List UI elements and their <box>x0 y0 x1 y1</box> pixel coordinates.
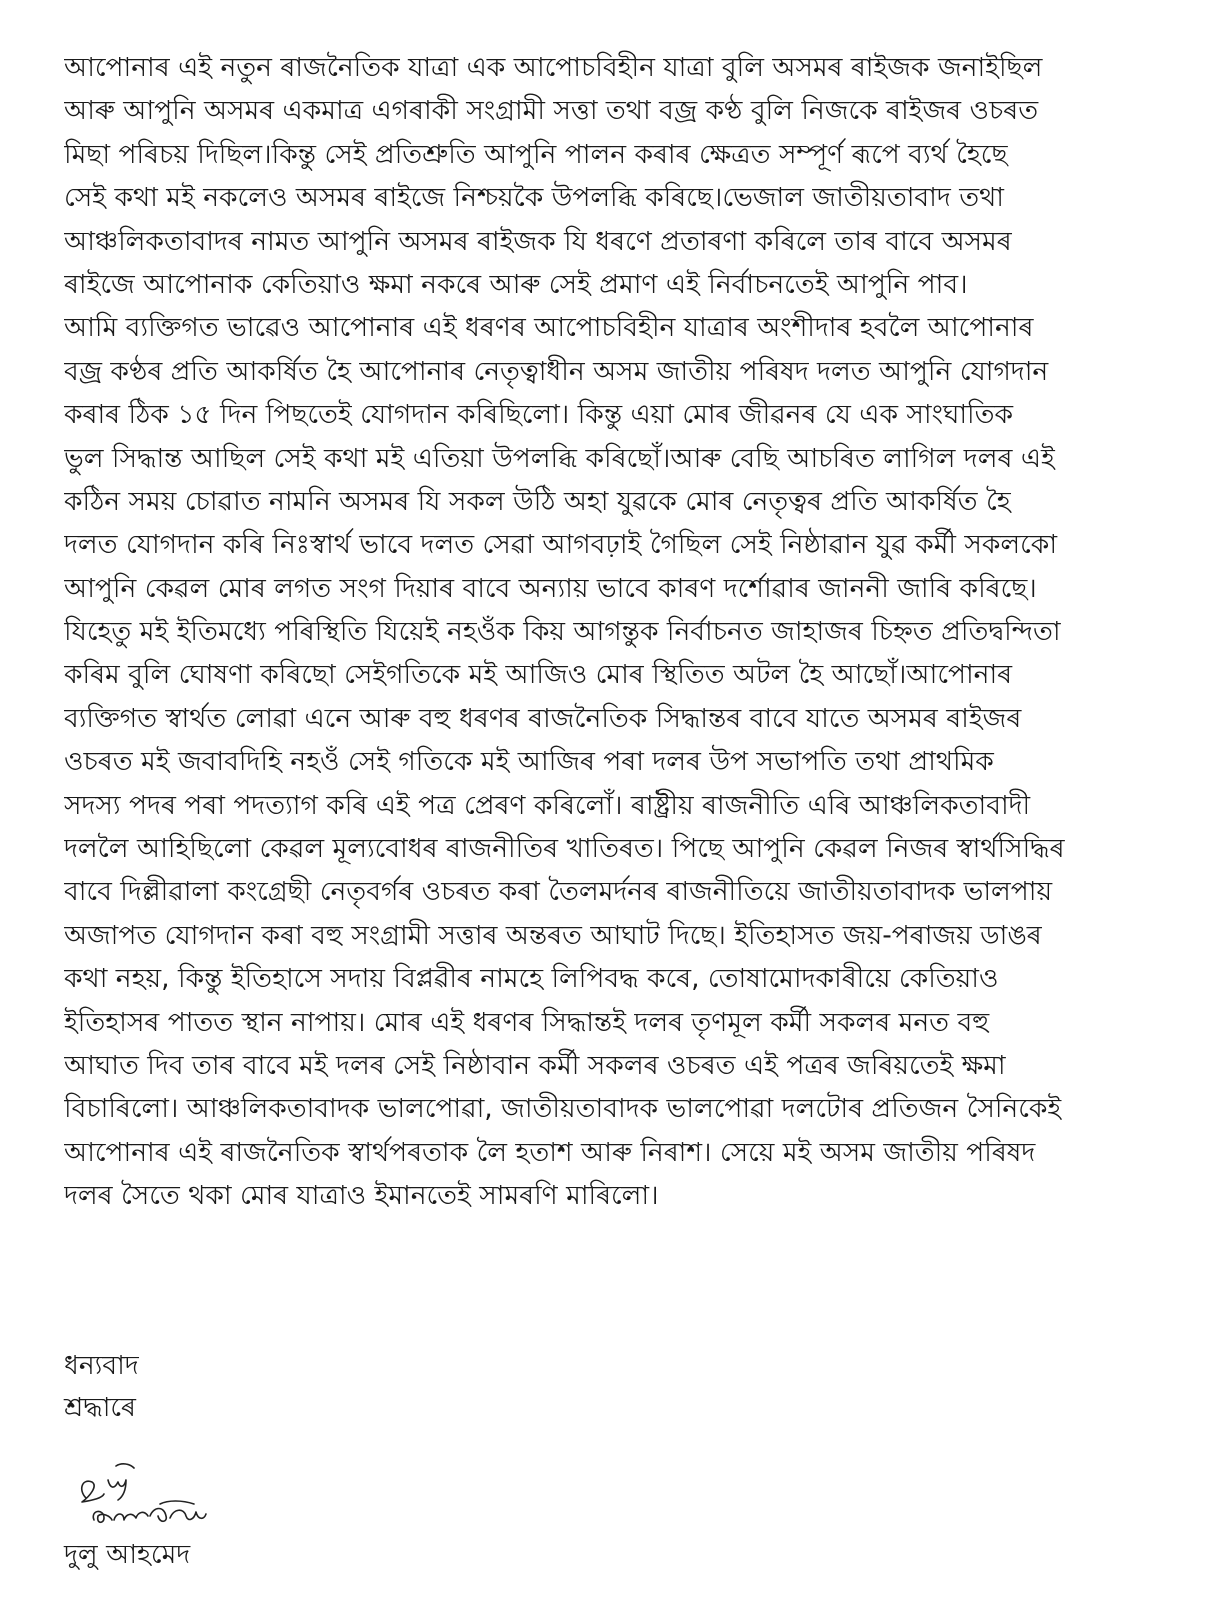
body-line: ওচৰত মই জবাবদিহি নহওঁ সেই গতিকে মই আজিৰ পৰা দলৰ উপ সভাপতি তথা প্ৰাথমিক <box>64 746 994 778</box>
body-line: আঘাত দিব তাৰ বাবে মই দলৰ সেই নিষ্ঠাবান কৰ্মী সকলৰ ওচৰত এই পত্ৰৰ জৰিয়তেই ক্ষমা <box>64 1049 1006 1081</box>
body-line: ইতিহাসৰ পাতত স্থান নাপায়। মোৰ এই ধৰণৰ সিদ্ধান্তই দলৰ তৃণমূল কৰ্মী সকলৰ মনত বহু <box>64 1006 990 1038</box>
body-line: বিচাৰিলো। আঞ্চলিকতাবাদক ভালপোৱা, জাতীয়তাবাদক ভালপোৱা দলটোৰ প্ৰতিজন সৈনিকেই <box>64 1093 1062 1125</box>
body-line: সদস্য পদৰ পৰা পদত্যাগ কৰি এই পত্ৰ প্ৰেৰণ কৰিলোঁ। ৰাষ্ট্ৰীয় ৰাজনীতি এৰি আঞ্চলিকতাবাদী <box>64 789 1031 821</box>
body-line: কৰাৰ ঠিক ১৫ দিন পিছতেই যোগদান কৰিছিলো। কিন্তু এয়া মোৰ জীৱনৰ যে এক সাংঘাতিক <box>64 399 1014 431</box>
letter-closing <box>64 1345 464 1429</box>
body-line: কঠিন সময় চোৱাত নামনি অসমৰ যি সকল উঠি অহা যুৱকে মোৰ নেতৃত্বৰ প্ৰতি আকৰ্ষিত হৈ <box>64 485 1011 517</box>
signer-name: দুলু আহমেদ <box>64 1539 191 1570</box>
body-line: ৰাইজে আপোনাক কেতিয়াও ক্ষমা নকৰে আৰু সেই প্ৰমাণ এই নিৰ্বাচনতেই আপুনি পাব। <box>64 268 968 300</box>
body-line: আপোনাৰ এই নতুন ৰাজনৈতিক যাত্ৰা এক আপোচবিহীন যাত্ৰা বুলি অসমৰ ৰাইজক জনাইছিল <box>64 52 1043 83</box>
body-line: আমি ব্যক্তিগত ভাৱেও আপোনাৰ এই ধৰণৰ আপোচবিহীন যাত্ৰাৰ অংশীদাৰ হবলৈ আপোনাৰ <box>64 312 1034 344</box>
body-line: আপুনি কেৱল মোৰ লগত সংগ দিয়াৰ বাবে অন্যায় ভাবে কাৰণ দৰ্শোৱাৰ জাননী জাৰি কৰিছে। <box>64 572 1037 604</box>
body-line: দলৰ সৈতে থকা মোৰ যাত্ৰাও ইমানতেই সামৰণি মাৰিলো। <box>64 1180 659 1212</box>
body-line: দললৈ আহিছিলো কেৱল মূল্যবোধৰ ৰাজনীতিৰ খাতিৰত। পিছে আপুনি কেৱল নিজৰ স্বাৰ্থসিদ্ধিৰ <box>64 833 1065 865</box>
signature-icon <box>64 1458 224 1534</box>
body-line: আপোনাৰ এই ৰাজনৈতিক স্বাৰ্থপৰতাক লৈ হতাশ আৰু নিৰাশ। সেয়ে মই অসম জাতীয় পৰিষদ <box>64 1136 1036 1168</box>
body-line: বজ্ৰ কণ্ঠৰ প্ৰতি আকৰ্ষিত হৈ আপোনাৰ নেতৃত্বাধীন অসম জাতীয় পৰিষদ দলত আপুনি যোগদান <box>64 355 1049 387</box>
body-line: অজাপত যোগদান কৰা বহু সংগ্ৰামী সত্তাৰ অন্তৰত আঘাট দিছে। ইতিহাসত জয়-পৰাজয় ডাঙৰ <box>64 919 1042 951</box>
body-line: ব্যক্তিগত স্বাৰ্থত লোৱা এনে আৰু বহু ধৰণৰ ৰাজনৈতিক সিদ্ধান্তৰ বাবে যাতে অসমৰ ৰাইজৰ <box>64 702 1022 734</box>
closing-regards: শ্ৰদ্ধাৰে <box>64 1392 136 1423</box>
body-line: বাবে দিল্লীৱালা কংগ্ৰেছী নেতৃবৰ্গৰ ওচৰত কৰা তৈলমৰ্দনৰ ৰাজনীতিয়ে জাতীয়তাবাদক ভালপায় <box>64 876 1053 908</box>
body-line: ভুল সিদ্ধান্ত আছিল সেই কথা মই এতিয়া উপলব্ধি কৰিছোঁ।আৰু বেছি আচৰিত লাগিল দলৰ এই <box>64 442 1055 474</box>
body-line: কৰিম বুলি ঘোষণা কৰিছো সেইগতিকে মই আজিও মোৰ স্থিতিত অটল হৈ আছোঁ।আপোনাৰ <box>64 659 1013 691</box>
body-line: দলত যোগদান কৰি নিঃস্বাৰ্থ ভাবে দলত সেৱা আগবঢ়াই গৈছিল সেই নিষ্ঠাৱান যুৱ কৰ্মী সকলকো <box>64 529 1057 561</box>
body-line: কথা নহয়, কিন্তু ইতিহাসে সদায় বিপ্লৱীৰ নামহে লিপিবদ্ধ কৰে, তোষামোদকাৰীয়ে কেতিয়াও <box>64 963 999 995</box>
body-line: যিহেতু মই ইতিমধ্যে পৰিস্থিতি যিয়েই নহওঁক কিয় আগন্তুক নিৰ্বাচনত জাহাজৰ চিহ্নত প্ৰতিদ্বন্দিতা <box>64 616 1061 648</box>
body-line: সেই কথা মই নকলেও অসমৰ ৰাইজে নিশ্চয়কৈ উপলব্ধি কৰিছে।ভেজাল জাতীয়তাবাদ তথা <box>64 182 1004 214</box>
letter-body <box>64 46 1174 1218</box>
body-line: মিছা পৰিচয় দিছিল।কিন্তু সেই প্ৰতিশ্ৰুতি আপুনি পালন কৰাৰ ক্ষেত্ৰত সম্পূৰ্ণ ৰূপে ব্যৰ্থ হৈছে <box>64 138 1008 170</box>
handwritten-signature <box>64 1458 224 1534</box>
body-line: আঞ্চলিকতাবাদৰ নামত আপুনি অসমৰ ৰাইজক যি ধৰণে প্ৰতাৰণা কৰিলে তাৰ বাবে অসমৰ <box>64 225 1012 257</box>
body-line: আৰু আপুনি অসমৰ একমাত্ৰ এগৰাকী সংগ্ৰামী সত্তা তথা বজ্ৰ কণ্ঠ বুলি নিজকে ৰাইজৰ ওচৰত <box>64 95 1039 127</box>
closing-thanks: ধন্যবাদ <box>64 1350 139 1381</box>
